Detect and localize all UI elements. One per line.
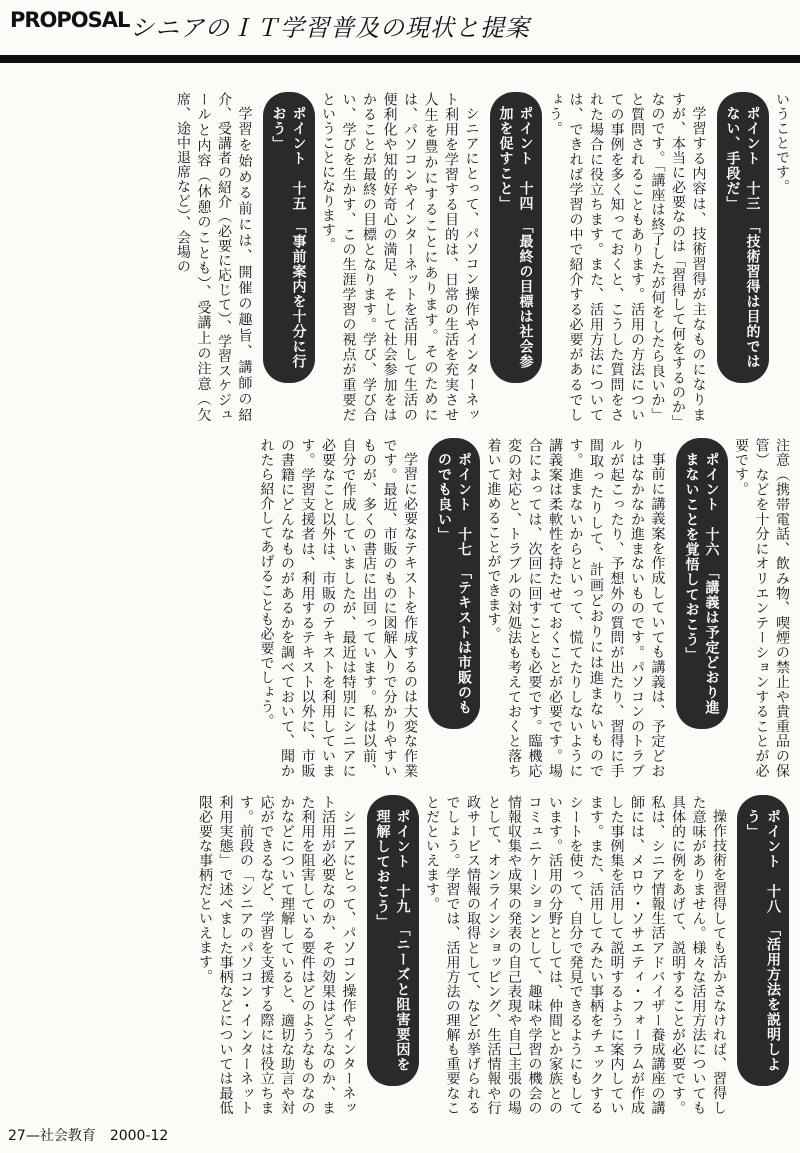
point-heading: ポイント 十五 「事前案内を十分に行 おう」 xyxy=(263,92,315,383)
point-heading: ポイント 十八 「活用方法を説明しよ う」 xyxy=(737,795,789,1086)
paragraph: いうことです。 xyxy=(774,92,790,194)
point-heading: ポイント 十九 「ニーズと阻害要因を 理解しておこう」 xyxy=(367,795,419,1086)
text-block-middle xyxy=(20,438,792,778)
point-heading: ポイント 十七 「テキストは市販のも のでも良い」 xyxy=(428,438,480,729)
paragraph: シニアにとって、パソコン操作やインターネット利用を学習する目的は、日常の生活を充実させ人生を豊かにすることにあります。そのためには、パソコンやインターネットを活用して生活の便利化や知的好奇心の満足、そして社会参加をはかることが最終の目標となります。学び、学び合い、学びを生かす、この生涯学習の視点が重要だということになります。 xyxy=(320,92,480,422)
paragraph: 操作技術を習得しても活かさなければ、習得した意味がありません。様々な活用方法についても具体的に例をあげて、説明することが必要です。私は、シニア情報生活アドバイザー養成講座の講師には、メロウ・ソサエティ・フォーラムが作成した事例集を活用して説明するように案内しています。また、活用してみたい事柄をチェックするシートを使って、自分で発見できるようにもしています。活用の分野としては、仲間とか家族とのコミュニケーションとして、趣味や学習の機会の情報収集や成果の発表の自己表現や自己主張の場として、オンラインショッピング、生活情報や行政サービス情報の取得として、などが挙げられるでしょう。学習では、活用方法の理解も重要なことだといえます。 xyxy=(424,795,727,1115)
paragraph: シニアにとって、パソコン操作やインターネット活用が必要なのか、その効果はどうなのか、また利用を阻害している要件はどのようなものなのかなどについて理解していると、適切な助言や対応ができるなど、学習を支援する際には役立ちます。前段の「シニアのパソコン・インターネット利用実態」で述べました事柄などについては最低限必要な事柄だといえます。 xyxy=(197,795,357,1115)
page-header xyxy=(0,0,800,62)
page-footer: 27—社会教育 2000-12 xyxy=(8,1128,169,1144)
text-block-upper xyxy=(20,92,792,422)
paragraph: 学習する内容は、技術習得が主なものになりますが、本当に必要なのは「習得して何をするのか」なのです。「講座は終了したが何をしたら良いか」と質問されることもあります。活用の方法についての事例を多く知っておくと、こうした質問をされた場合に役立ちます。また、活用方法については、できれば学習の中で紹介する必要があるでしょう。 xyxy=(547,92,707,422)
header-rule xyxy=(0,55,800,63)
point-heading: ポイント 十三 「技術習得は目的では ない、手段だ」 xyxy=(717,92,769,383)
page-title: シニアのＩＴ学習普及の現状と提案 xyxy=(130,14,530,42)
point-heading: ポイント 十六 「講義は予定どおり進 まないことを覚悟しておこう」 xyxy=(676,438,728,729)
section-tag: PROPOSAL xyxy=(10,8,130,32)
point-heading: ポイント 十四 「最終の目標は社会参 加を促すこと」 xyxy=(490,92,542,383)
paragraph: 事前に講義案を作成していても講義は、予定どおりはなかなか進まないものです。パソコンのトラブルが起こったり、予想外の質問が出たり、習得に手間取ったりして、計画どおりには進まないものです。進まないからといって、慌てたりしないように講義案は柔軟性を持たせておくことが必要です。場合によっては、次回に回すことも必要です。臨機応変の対応と、トラブルの対処法も考えておくと落ち着いて進めることができます。 xyxy=(485,438,666,778)
paragraph: 学習を始める前には、開催の趣旨、講師の紹介、受講者の紹介（必要に応じて）、学習スケジュールと内容（休憩のことも）、受講上の注意（欠席、途中退席など）、会場の xyxy=(175,92,253,422)
text-block-lower xyxy=(20,795,792,1115)
paragraph: 学習に必要なテキストを作成するのは大変な作業です。最近、市販のものに図解入りで分かりやすいものが、多くの書店に出回っています。私は以前、自分で作成していましたが、最近は特別にシニアに必要なこと以外は、市販のテキストを利用しています。学習支援者は、利用するテキスト以外に、市販の書籍にどんなものがあるかを調べておいて、聞かれたら紹介してあげることも必要でしょう。 xyxy=(258,438,418,778)
paragraph: 注意（携帯電話、飲み物、喫煙の禁止や貴重品の保管）などを十分にオリエンテーションすることが必要です。 xyxy=(733,438,790,778)
